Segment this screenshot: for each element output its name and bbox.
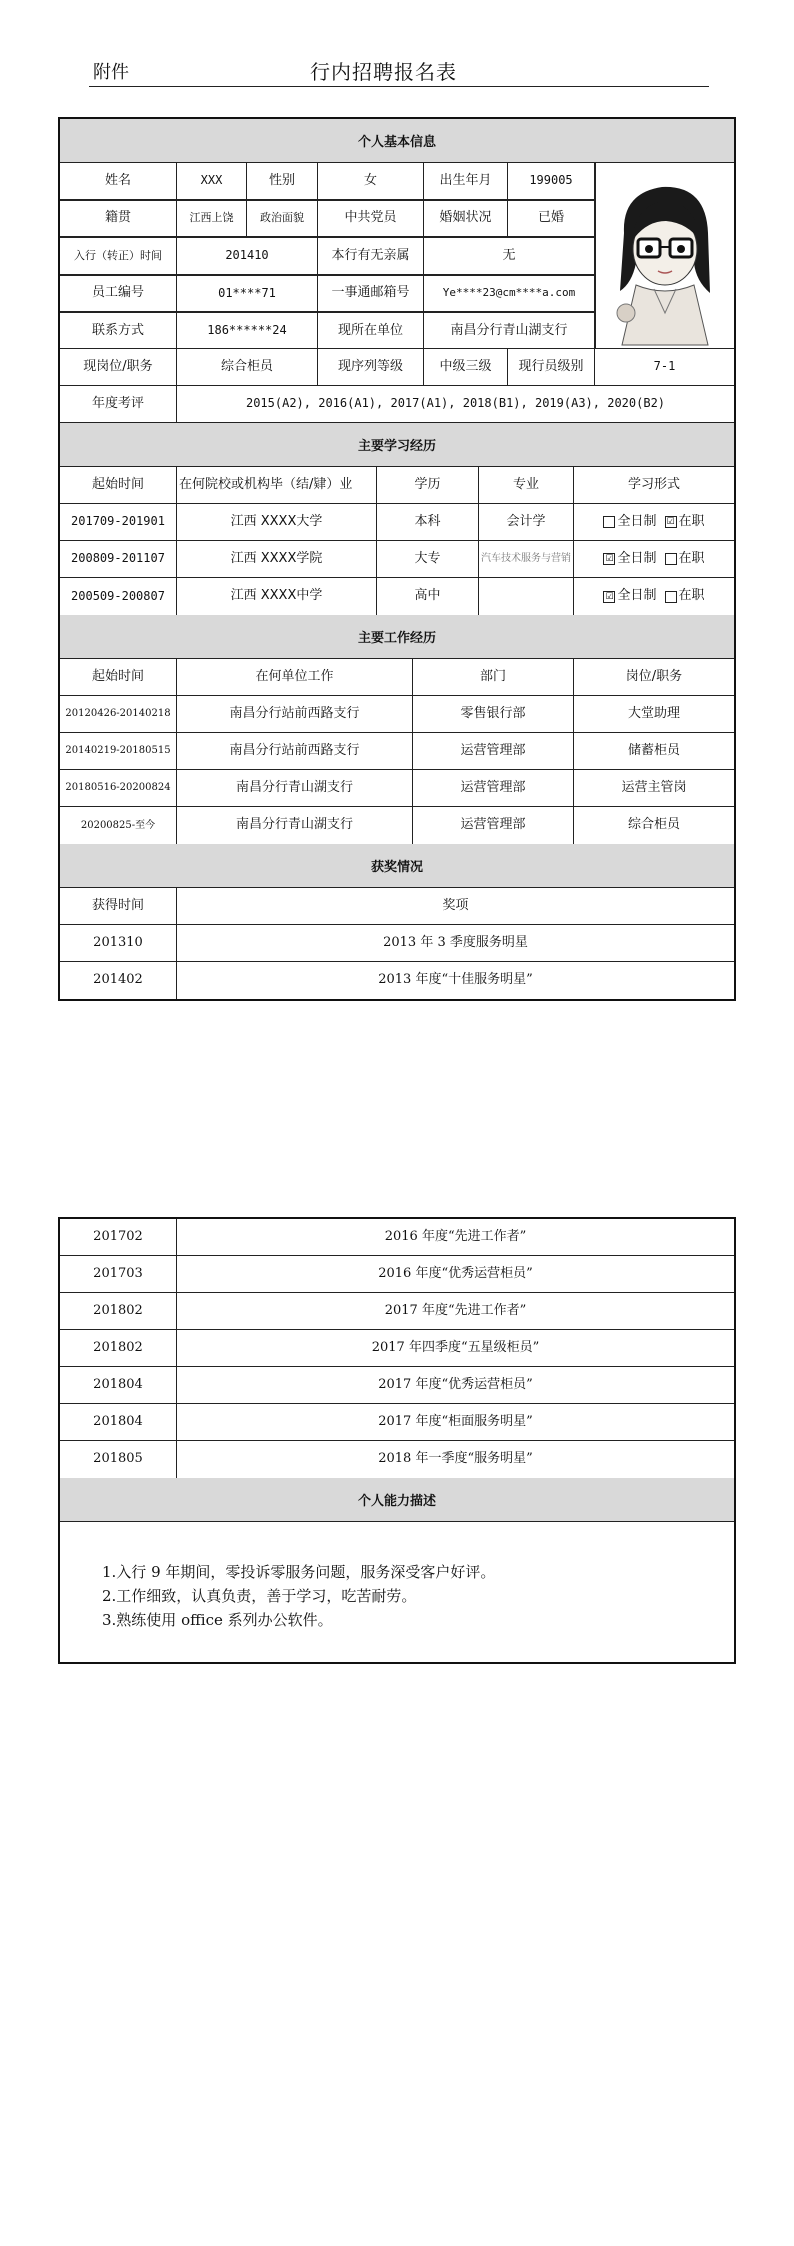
work-post: 运营主管岗: [621, 779, 687, 795]
post-row: [60, 349, 734, 386]
work-row: [60, 770, 734, 807]
work-post: 综合柜员: [627, 817, 680, 833]
study-col-degree: 学历: [377, 467, 479, 503]
attachment-label: 附件: [93, 62, 129, 83]
study-mode-label: 在职: [678, 550, 705, 566]
eval-label: 年度考评: [60, 386, 177, 422]
origin-value: 江西上饶: [177, 201, 247, 236]
work-row: [60, 807, 734, 844]
work-unit: 南昌分行青山湖支行: [177, 807, 413, 844]
study-mode: [574, 541, 734, 577]
section-study: 主要学习经历: [60, 423, 734, 467]
study-col-time: 起始时间: [60, 467, 177, 503]
emp-no-value: 01****71: [177, 276, 318, 311]
checkbox-icon: [603, 516, 615, 528]
origin-label: 籍贯: [60, 201, 177, 236]
study-header-row: [60, 467, 734, 504]
study-mode: [574, 578, 734, 615]
award-row: [60, 1367, 734, 1404]
ability-line: 1.入行 9 年期间，零投诉零服务问题，服务深受客户好评。: [102, 1563, 496, 1581]
award-name: 2013 年度“十佳服务明星”: [378, 972, 533, 988]
email-value: Ye****23@cm****a.com: [424, 276, 595, 311]
work-header-row: [60, 659, 734, 696]
award-name: 2016 年度“先进工作者”: [384, 1228, 527, 1244]
birth-label: 出生年月: [424, 163, 508, 199]
work-dept: 运营管理部: [413, 770, 574, 806]
entry-value: 201410: [177, 238, 318, 274]
work-unit: 南昌分行青山湖支行: [177, 770, 413, 806]
study-major: 会计学: [479, 504, 574, 540]
study-row: [60, 504, 734, 541]
study-col-mode: 学习形式: [627, 476, 680, 492]
work-post: 储蓄柜员: [627, 742, 680, 758]
post-label: 现岗位/职务: [60, 349, 177, 385]
award-time: 201802: [60, 1330, 177, 1366]
work-col-post: 岗位/职务: [625, 668, 683, 684]
birth-value: 199005: [508, 163, 595, 199]
unit-value: 南昌分行青山湖支行: [424, 313, 595, 349]
phone-label: 联系方式: [60, 313, 177, 349]
awards-col-time: 获得时间: [60, 888, 177, 924]
award-name: 2018 年一季度“服务明星”: [378, 1451, 533, 1467]
award-time: 201703: [60, 1256, 177, 1292]
marital-label: 婚姻状况: [424, 201, 508, 236]
study-mode-label: 全日制: [617, 588, 657, 604]
award-name: 2016 年度“优秀运营柜员”: [378, 1265, 533, 1281]
ability-description: [60, 1522, 734, 1662]
work-time: 20120426-20140218: [60, 696, 177, 732]
study-mode-label: 在职: [678, 513, 705, 529]
ability-line: 2.工作细致，认真负责，善于学习，吃苦耐劳。: [102, 1587, 417, 1605]
gender-label: 性别: [247, 163, 318, 199]
checkbox-icon: ☑: [605, 591, 614, 602]
study-mode-option: [665, 515, 705, 530]
politics-value: 中共党员: [318, 201, 424, 236]
page-title: 行内招聘报名表: [310, 60, 457, 84]
work-post: 大堂助理: [627, 705, 680, 721]
award-time: 201402: [60, 962, 177, 999]
award-time: 201804: [60, 1404, 177, 1440]
checkbox-icon: [665, 591, 677, 603]
study-time: 200809-201107: [60, 541, 177, 577]
seq-value: 中级三级: [424, 349, 508, 385]
study-major: [479, 578, 574, 615]
work-col-unit: 在何单位工作: [177, 659, 413, 695]
application-form-page-1: [58, 117, 736, 1001]
phone-value: 186******24: [177, 313, 318, 349]
award-time: 201804: [60, 1367, 177, 1403]
study-school: 江西 XXXX中学: [177, 578, 377, 615]
avatar-photo: [595, 163, 734, 349]
award-name: 2013 年 3 季度服务明星: [383, 934, 528, 950]
marital-value: 已婚: [508, 201, 595, 236]
checkbox-icon: ☑: [666, 517, 675, 527]
award-row: [60, 1219, 734, 1256]
work-row: [60, 733, 734, 770]
study-mode: [574, 504, 734, 540]
study-major: 汽车技术服务与营销: [479, 541, 574, 577]
award-time: 201702: [60, 1219, 177, 1255]
email-label: 一事通邮箱号: [318, 276, 424, 311]
study-school: 江西 XXXX学院: [177, 541, 377, 577]
teller-value: 7-1: [653, 359, 676, 374]
work-dept: 运营管理部: [413, 807, 574, 844]
work-time: 20140219-20180515: [60, 733, 177, 769]
award-time: 201310: [60, 925, 177, 961]
section-awards: 获奖情况: [60, 844, 734, 888]
emp-no-label: 员工编号: [60, 276, 177, 311]
cartoon-portrait-icon: [596, 163, 734, 349]
politics-label: 政治面貌: [247, 201, 318, 236]
study-degree: 大专: [377, 541, 479, 577]
work-dept: 零售银行部: [413, 696, 574, 732]
awards-header-row: [60, 888, 734, 925]
study-school: 江西 XXXX大学: [177, 504, 377, 540]
study-mode-option: [603, 552, 656, 567]
award-time: 201802: [60, 1293, 177, 1329]
checkbox-icon: [665, 553, 677, 565]
award-row: [60, 1256, 734, 1293]
award-row: [60, 1404, 734, 1441]
teller-label: 现行员级别: [508, 349, 595, 385]
study-mode-label: 在职: [678, 588, 705, 604]
study-mode-option: [665, 552, 705, 567]
award-name: 2017 年度“先进工作者”: [384, 1302, 527, 1318]
header-divider: [89, 86, 709, 87]
award-name: 2017 年度“柜面服务明星”: [378, 1413, 533, 1429]
relatives-value: 无: [424, 238, 595, 274]
award-row: [60, 925, 734, 962]
award-name: 2017 年度“优秀运营柜员”: [378, 1376, 533, 1392]
ability-line: 3.熟练使用 office 系列办公软件。: [102, 1611, 333, 1629]
work-col-dept: 部门: [413, 659, 574, 695]
basic-info-block: [60, 163, 734, 349]
study-degree: 本科: [377, 504, 479, 540]
study-mode-label: 全日制: [617, 513, 657, 529]
unit-label: 现所在单位: [318, 313, 424, 349]
award-row: [60, 1441, 734, 1478]
section-work: 主要工作经历: [60, 615, 734, 659]
study-mode-option: [603, 589, 656, 604]
study-time: 200509-200807: [60, 578, 177, 615]
application-form-page-2: [58, 1217, 736, 1664]
work-dept: 运营管理部: [413, 733, 574, 769]
work-time: 20200825-至今: [60, 807, 177, 844]
work-unit: 南昌分行站前西路支行: [177, 696, 413, 732]
name-label: 姓名: [60, 163, 177, 199]
study-row: [60, 578, 734, 615]
study-degree: 高中: [377, 578, 479, 615]
award-time: 201805: [60, 1441, 177, 1478]
evaluation-row: [60, 386, 734, 423]
eval-value: 2015(A2), 2016(A1), 2017(A1), 2018(B1), 2019(A3), 2020(B2): [245, 396, 666, 411]
study-row: [60, 541, 734, 578]
study-time: 201709-201901: [60, 504, 177, 540]
section-basic-info: 个人基本信息: [60, 119, 734, 163]
study-col-major: 专业: [479, 467, 574, 503]
award-row: [60, 962, 734, 999]
checkbox-icon: ☑: [605, 554, 614, 564]
post-value: 综合柜员: [177, 349, 318, 385]
award-row: [60, 1293, 734, 1330]
award-row: [60, 1330, 734, 1367]
study-mode-option: [665, 589, 705, 604]
seq-label: 现序列等级: [318, 349, 424, 385]
work-time: 20180516-20200824: [60, 770, 177, 806]
award-name: 2017 年四季度“五星级柜员”: [371, 1339, 540, 1355]
study-mode-label: 全日制: [617, 550, 657, 566]
section-ability: 个人能力描述: [60, 1478, 734, 1522]
name-value: XXX: [177, 163, 247, 199]
relatives-label: 本行有无亲属: [318, 238, 424, 274]
entry-label: 入行（转正）时间: [60, 238, 177, 274]
work-row: [60, 696, 734, 733]
work-col-time: 起始时间: [60, 659, 177, 695]
work-unit: 南昌分行站前西路支行: [177, 733, 413, 769]
study-mode-option: [603, 515, 656, 530]
awards-col-award: 奖项: [442, 897, 469, 913]
gender-value: 女: [318, 163, 424, 199]
study-col-school: 在何院校或机构毕（结/肄）业: [177, 467, 377, 503]
